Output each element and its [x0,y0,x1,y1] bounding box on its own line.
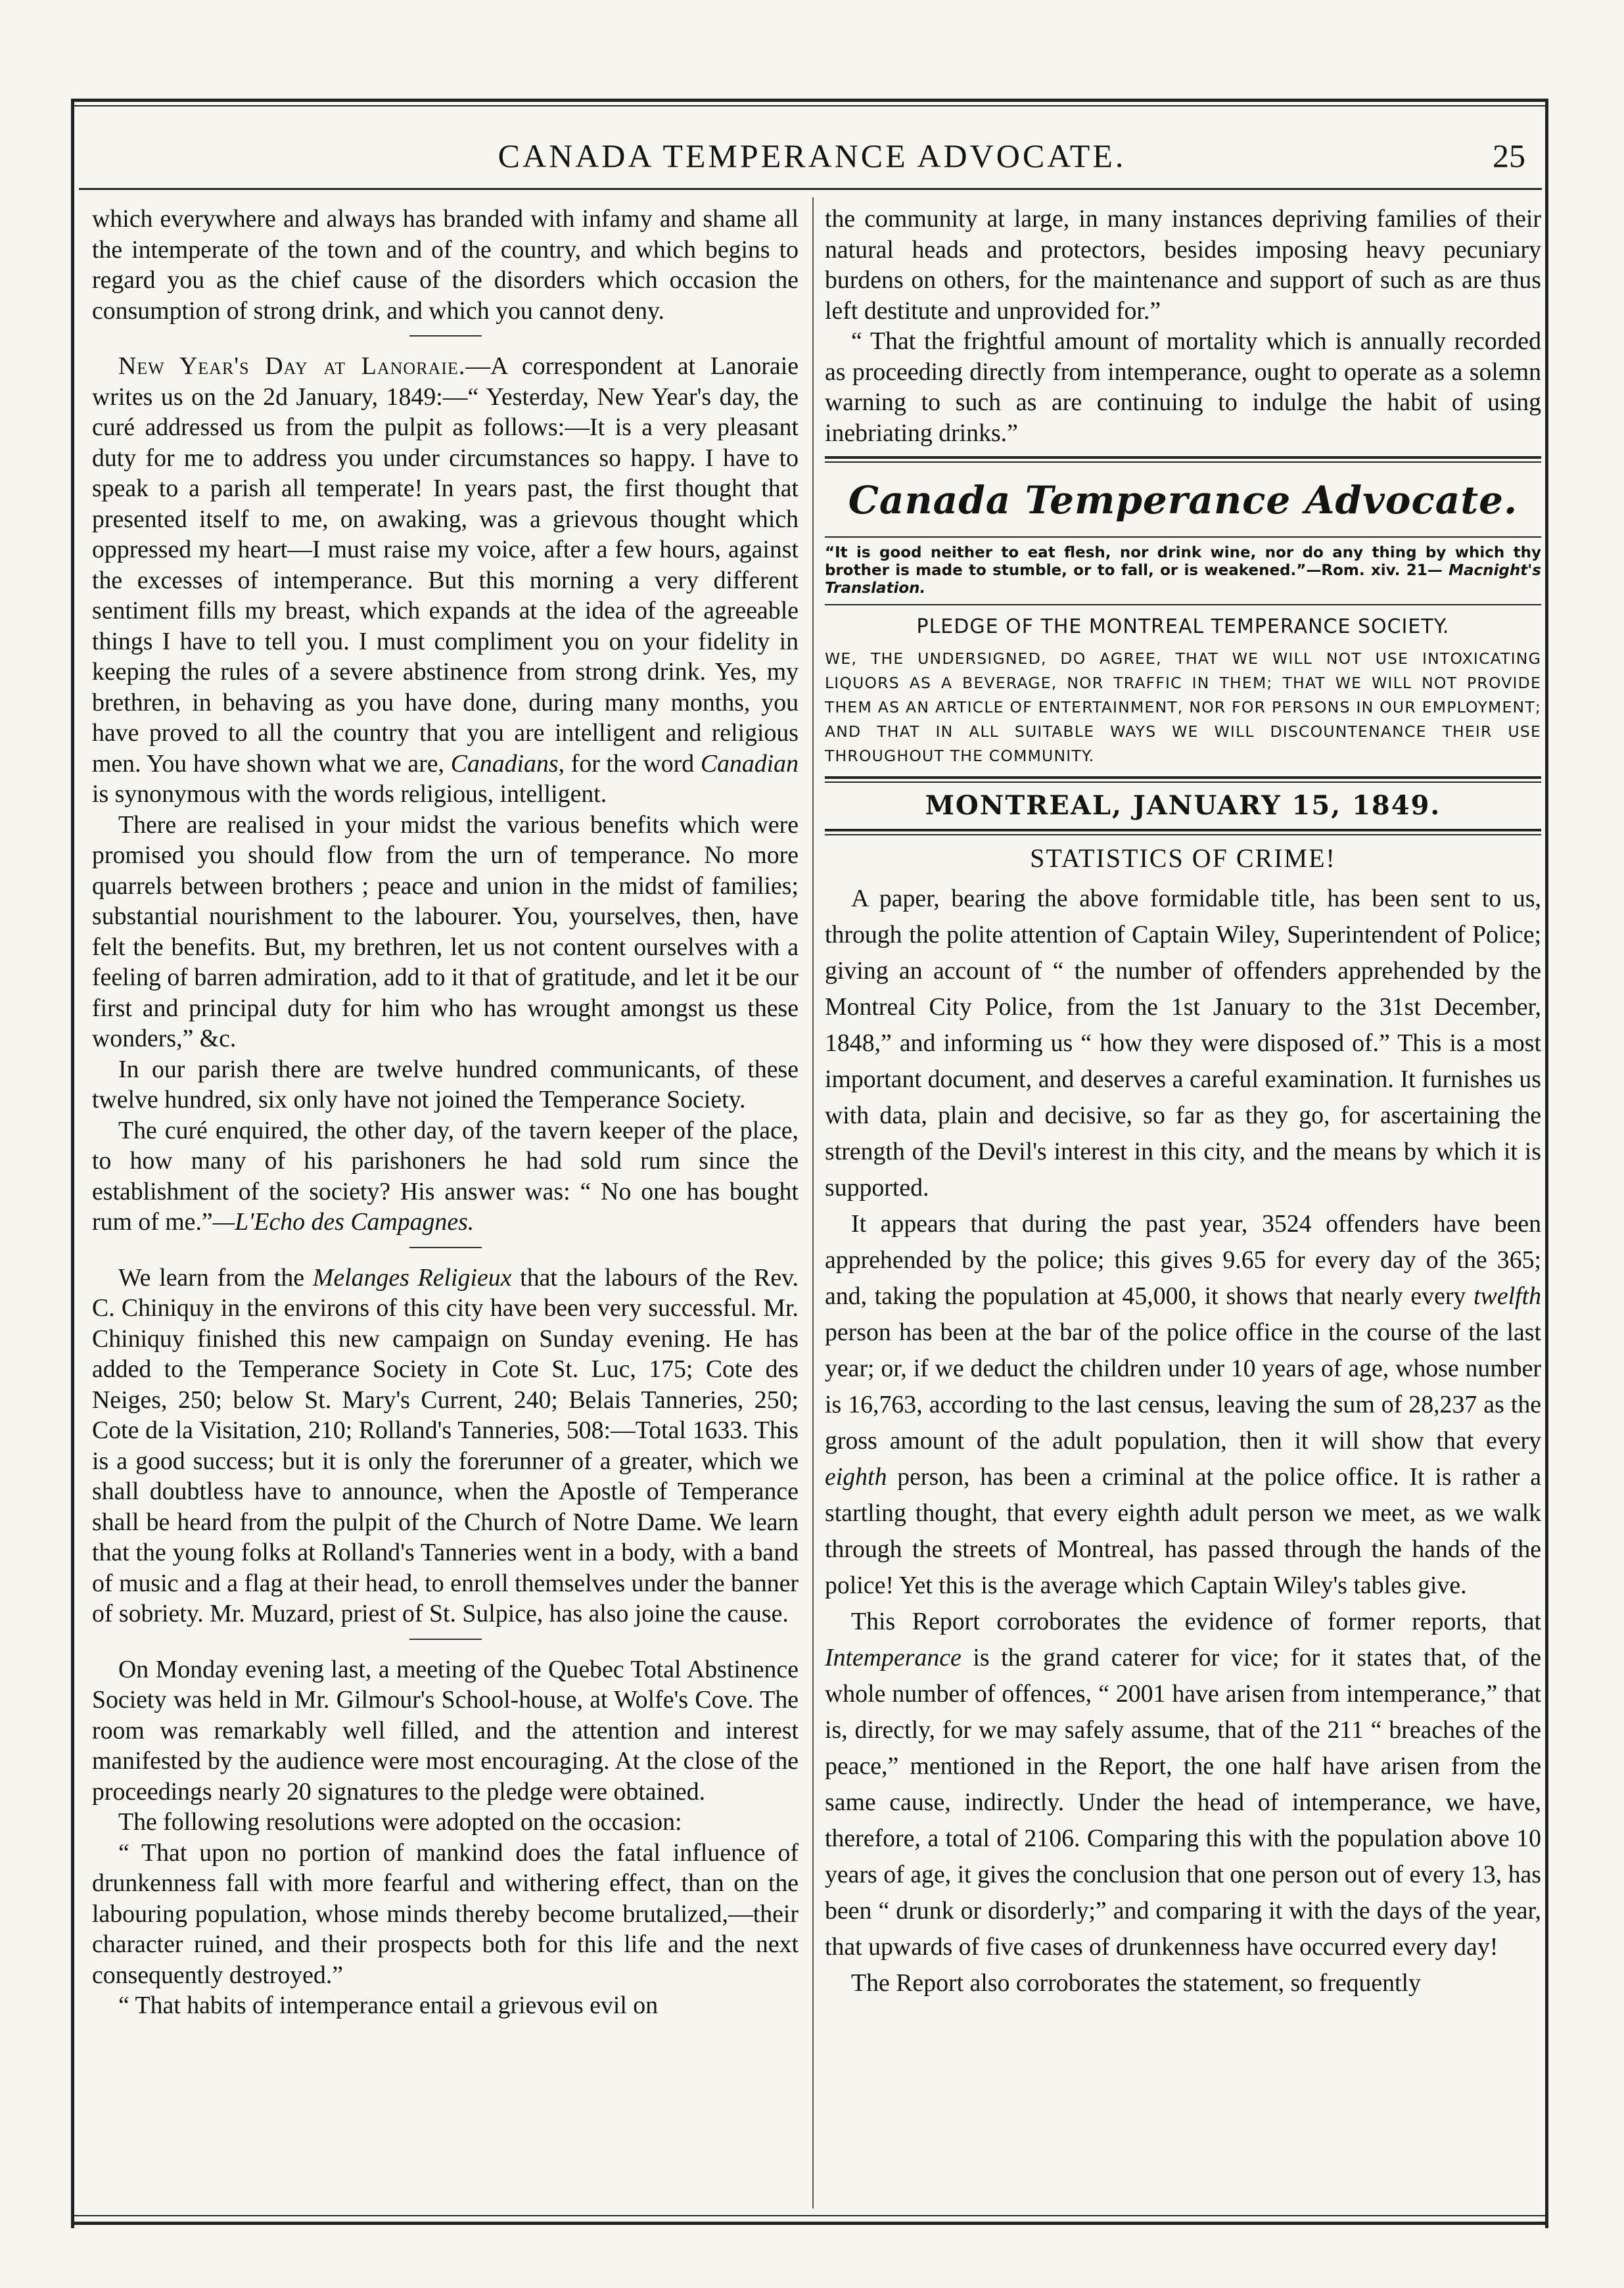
pledge-title: PLEDGE OF THE MONTREAL TEMPERANCE SOCIETY. [916,615,1450,638]
article-title: STATISTICS OF CRIME! [1030,843,1336,873]
section-rule [409,335,482,337]
paragraph: “ That upon no portion of mankind does the fatal influence of drunkenness fall with more fearful and withering effect, than on the labouring population, whose minds thereby become brutalized,—their character ruined, and their prospects both for this life and the next consequently destroyed.” [92,1838,799,1989]
masthead-rule [825,456,1541,463]
bottom-border-rule-thin [71,2215,1548,2216]
bottom-border-rule [71,2222,1548,2225]
dateline-rule [825,829,1541,835]
right-column [825,204,1541,2001]
paragraph: We learn from the Melanges Religieux that the labours of the Rev. C. Chiniquy in the environs of this city have been very successful. Mr. Chiniquy finished this new campaign on Sunday evening. He has added to the Temperance Society in Cote St. Luc, 175; Cote des Neiges, 250; below St. Mary's Current, 240; Belais Tanneries, 250; Cote de la Visitation, 210; Rolland's Tanneries, 508:—Total 1633. This is a good success; but it is only the forerunner of a greater, which we shall doubtless have to announce, when the Apostle of Temperance shall be heard from the pulpit of the Church of Notre Dame. We learn that the young folks at Rolland's Tanneries went in a body, with a band of music and a flag at their head, to enroll themselves under the banner of sobriety. Mr. Muzard, priest of St. Sulpice, has also joine the cause. [92,1263,799,1627]
paragraph: It appears that during the past year, 3524 offenders have been apprehended by the police; this gives 9.65 for every day of the 365; and, taking the population at 45,000, it shows that nearly every twelfth person has been at the bar of the police office in the course of the last year; or, if we deduct the children under 10 years of age, whose number is 16,763, according to the last census, leaving the sum of 28,237 as the gross amount of the adult population, then it will show that every eighth person, has been a criminal at the police office. It is rather a startling thought, that every eighth adult person we meet, as we walk through the streets of Montreal, has passed through the hands of the police! Yet this is the average which Captain Wiley's tables give. [825,1209,1541,1599]
pledge-rule [825,604,1541,605]
dateline-rule [825,776,1541,783]
header-rule [79,188,1542,190]
left-column [92,204,799,2021]
paragraph: the community at large, in many instances depriving families of their natural heads and protectors, besides imposing heavy pecuniary burdens on others, for the maintenance and support of such as are thus left destitute and unprovided for.” [825,205,1541,325]
page-number: 25 [1493,137,1525,174]
source-credit: —L'Echo des Campagnes. [212,1208,475,1236]
column-divider [812,197,814,2208]
paragraph: There are realised in your midst the various benefits which were promised you should flow from the urn of temperance. No more quarrels between brothers ; peace and union in the midst of families; substantial nourishment to the labourer. You, yourselves, then, have felt the benefits. But, my brethren, let us not content ourselves with a feeling of barren admiration, add to it that of gratitude, and let it be our first and principal duty for him who has wrought amongst us these wonders,” &c. [92,810,799,1052]
section-heading: New Year's Day at Lanoraie. [118,352,466,380]
masthead-title: Canada Temperance Advocate. [848,478,1518,523]
section-rule [409,1639,482,1640]
dateline: MONTREAL, JANUARY 15, 1849. [925,789,1441,821]
section-rule [409,1247,482,1248]
paragraph: In our parish there are twelve hundred communicants, of these twelve hundred, six only have not joined the Temperance Society. [92,1055,799,1113]
paragraph: On Monday evening last, a meeting of the Quebec Total Abstinence Society was held in Mr. Gilmour's School-house, at Wolfe's Cove. The room was remarkably well filled, and the attention and interest manifested by the audience were most encouraging. At the close of the proceedings nearly 20 signatures to the pledge were obtained. [92,1655,799,1806]
motto: “It is good neither to eat flesh, nor drink wine, nor do any thing by which thy brother is made to stumble, or to fall, or is weakened.”—Rom. xiv. 21— Macnight's Translation. [825,544,1541,597]
paragraph: The following resolutions were adopted on the occasion: [118,1808,682,1836]
paragraph: “ That habits of intemperance entail a grievous evil on [118,1992,659,2019]
running-title: CANADA TEMPERANCE ADVOCATE. [498,137,1126,174]
paragraph: This Report corroborates the evidence of former reports, that Intemperance is the grand caterer for vice; for it states that, of the whole number of offences, “ 2001 have arisen from intemperance,” that is, directly, for we may safely assume, that of the 211 “ breaches of the peace,” mentioned in the Report, the one half have arisen from the same cause, indirectly. Under the head of intemperance, we have, therefore, a total of 2106. Comparing this with the population above 10 years of age, it gives the conclusion that one person out of every 13, has been “ drunk or disorderly;” and comparing it with the days of the year, that upwards of five cases of drunkenness have occurred every day! [825,1607,1541,1961]
paragraph: “ That the frightful amount of mortality which is annually recorded as proceeding directly from intemperance, ought to operate as a solemn warning to such as are continuing to indulge the habit of using inebriating drinks.” [825,327,1541,447]
article-body [825,881,1541,2001]
masthead-rule [825,536,1541,538]
paragraph: The Report also corroborates the statement, so frequently [851,1969,1421,1997]
paragraph: A paper, bearing the above formidable title, has been sent to us, through the polite attention of Captain Wiley, Superintendent of Police; giving an account of “ the number of offenders apprehended by the Montreal City Police, from the 1st January to the 31st December, 1848,” and informing us “ how they were disposed of.” This is a most important document, and deserves a careful examination. It furnishes us with data, plain and decisive, so far as they go, for ascertaining the strength of the Devil's interest in this city, and the means by which it is supported. [825,884,1541,1202]
paragraph: The curé enquired, the other day, of the tavern keeper of the place, to how many of his parishoners he had sold rum since the establishment of the society? His answer was: “ No one has bought rum of me.”—L'Echo des Campagnes. [92,1116,799,1236]
pledge-text: WE, THE UNDERSIGNED, DO AGREE, THAT WE WILL NOT USE INTOXICATING LIQUORS AS A BEVERAGE, NOR TRAFFIC IN THEM; THAT WE WILL NOT PROVIDE THEM AS AN ARTICLE OF ENTERTAINMENT, NOR FOR PERSONS IN OUR EMPLOYMENT; AND THAT IN ALL SUITABLE WAYS WE WILL DISCOUNTENANCE THEIR USE THROUGHOUT THE COMMUNITY. [825,649,1541,765]
paragraph: which everywhere and always has branded with infamy and shame all the intemperate of the town and of the country, and which begins to regard you as the chief cause of the disorders which occasion the consumption of strong drink, and which you cannot deny. [92,205,799,325]
paragraph: New Year's Day at Lanoraie.—A correspondent at Lanoraie writes us on the 2d January, 1849:—“ Yesterday, New Year's day, the curé addressed us from the pulpit as follows:—It is a very pleasant duty for me to address you under circumstances so happy. I have to speak to a parish all temperate! In years past, the first thought that presented itself to me, on awaking, was a grievous thought which oppressed my heart—I must raise my voice, after a few hours, against the excesses of intemperance. But this morning a very different sentiment fills my breast, which expands at the idea of the agreeable things I have to tell you. I must compliment you on your fidelity in keeping the rules of a severe abstinence from strong drink. Yes, my brethren, in behaving as you have done, during many months, you have proved to all the country that you are intelligent and religious men. You have shown what we are, Canadians, for the word Canadian is synonymous with the words religious, intelligent. [92,352,799,808]
